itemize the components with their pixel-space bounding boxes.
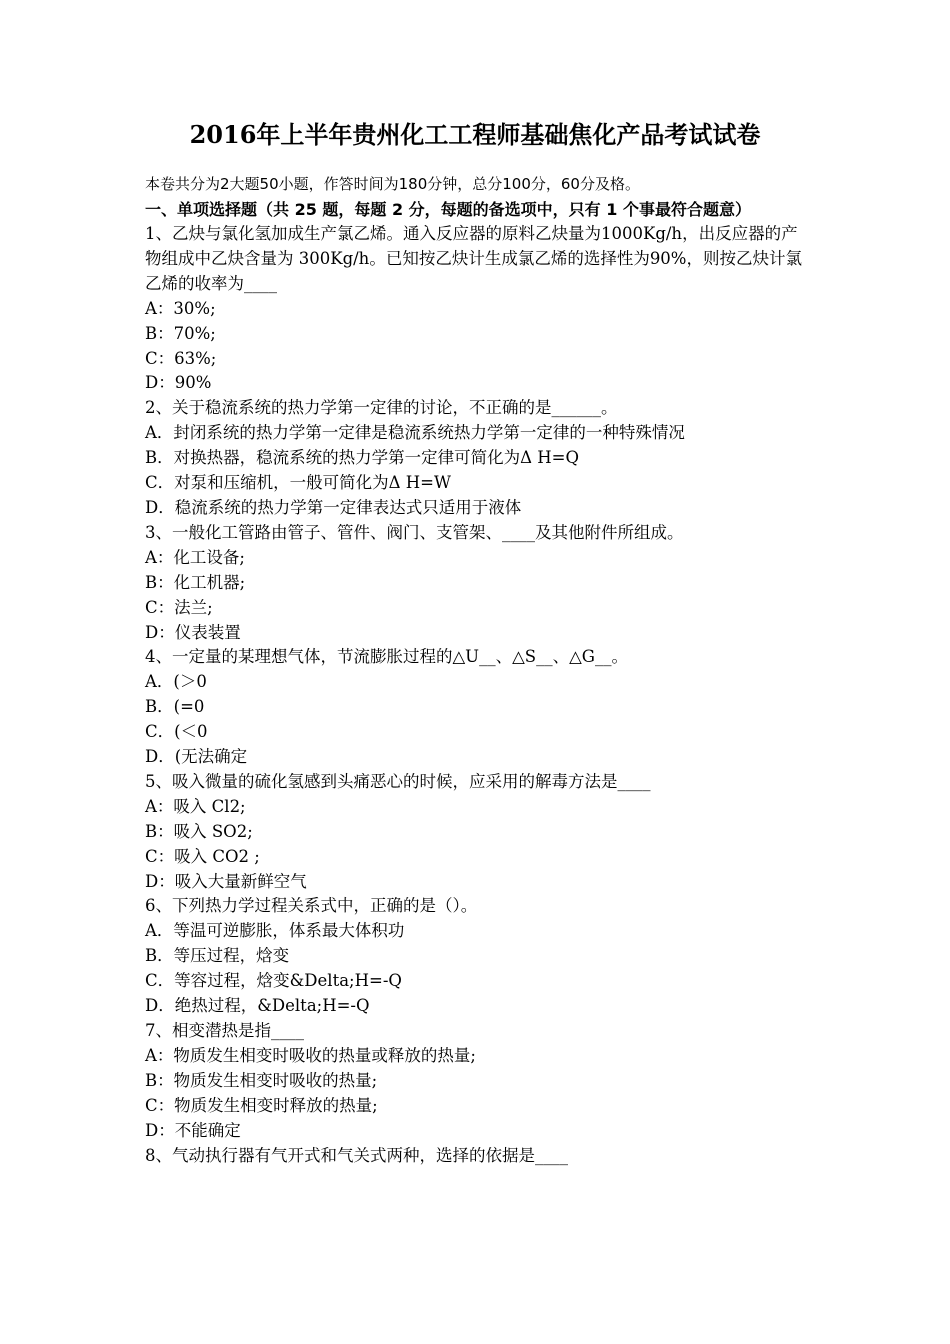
question-3 — [145, 521, 810, 646]
option-d: D：不能确定 — [145, 1120, 241, 1140]
option-b: B：吸入 SO2; — [145, 821, 253, 841]
section-heading: 一、单项选择题（共 25 题，每题 2 分，每题的备选项中，只有 1 个事最符合题意） — [145, 200, 751, 219]
option-b: B：物质发生相变时吸收的热量; — [145, 1070, 378, 1090]
option-d: D：吸入大量新鲜空气 — [145, 871, 307, 891]
question-5 — [145, 770, 810, 895]
question-2 — [145, 396, 810, 521]
option-d: D．稳流系统的热力学第一定律表达式只适用于液体 — [145, 497, 522, 517]
option-a: A：吸入 Cl2; — [145, 796, 246, 816]
option-a: A：化工设备; — [145, 547, 245, 567]
option-b: B．等压过程，焓变 — [145, 946, 290, 966]
option-c: C：物质发生相变时释放的热量; — [145, 1095, 378, 1115]
option-a: A．(＞0 — [145, 672, 207, 692]
option-a: A．等温可逆膨胀，体系最大体积功 — [145, 921, 405, 941]
page-title: 2016年上半年贵州化工工程师基础焦化产品考试试卷 — [189, 120, 761, 149]
question-stem: 7、相变潜热是指____ — [145, 1021, 304, 1040]
option-d: D．绝热过程，&Delta;H=-Q — [145, 996, 370, 1016]
exam-intro: 本卷共分为2大题50小题，作答时间为180分钟，总分100分，60分及格。 — [145, 175, 640, 193]
option-a: A：物质发生相变时吸收的热量或释放的热量; — [145, 1045, 476, 1065]
question-stem: 2、关于稳流系统的热力学第一定律的讨论，不正确的是______。 — [145, 398, 618, 418]
question-4 — [145, 645, 810, 770]
option-a: A．封闭系统的热力学第一定律是稳流系统热力学第一定律的一种特殊情况 — [145, 423, 685, 443]
document-body — [145, 172, 810, 1168]
option-b: B：化工机器; — [145, 572, 246, 592]
option-d: D：仪表装置 — [145, 622, 241, 642]
option-c: C．对泵和压缩机，一般可简化为Δ H=W — [145, 473, 451, 493]
option-c: C：法兰; — [145, 597, 213, 617]
question-stem: 5、吸入微量的硫化氢感到头痛恶心的时候，应采用的解毒方法是____ — [145, 771, 651, 791]
question-stem: 4、一定量的某理想气体，节流膨胀过程的△U__、△S__、△G__。 — [145, 647, 628, 667]
question-8 — [145, 1144, 810, 1169]
option-d: D．(无法确定 — [145, 747, 248, 767]
question-1 — [145, 222, 810, 396]
option-b: B．(=0 — [145, 697, 205, 717]
option-c: C．等容过程，焓变&Delta;H=-Q — [145, 971, 402, 991]
question-6 — [145, 894, 810, 1019]
option-c: C．(＜0 — [145, 722, 208, 742]
option-c: C：63%; — [145, 348, 217, 368]
question-stem: 1、乙炔与氯化氢加成生产氯乙烯。通入反应器的原料乙炔量为1000Kg/h，出反应器的产物组成中乙炔含量为 300Kg/h。已知按乙炔计生成氯乙烯的选择性为90%，则按乙炔计氯乙烯的收率为____ — [145, 224, 802, 293]
option-a: A：30%; — [145, 298, 216, 318]
option-d: D：90% — [145, 373, 212, 393]
option-c: C：吸入 CO2 ; — [145, 846, 260, 866]
option-b: B：70%; — [145, 323, 216, 343]
question-stem: 6、下列热力学过程关系式中，正确的是（）。 — [145, 896, 478, 916]
option-b: B．对换热器，稳流系统的热力学第一定律可简化为Δ H=Q — [145, 448, 580, 468]
question-stem: 3、一般化工管路由管子、管件、阀门、支管架、____及其他附件所组成。 — [145, 522, 684, 542]
question-stem: 8、气动执行器有气开式和气关式两种，选择的依据是____ — [145, 1145, 568, 1165]
question-7 — [145, 1019, 810, 1144]
